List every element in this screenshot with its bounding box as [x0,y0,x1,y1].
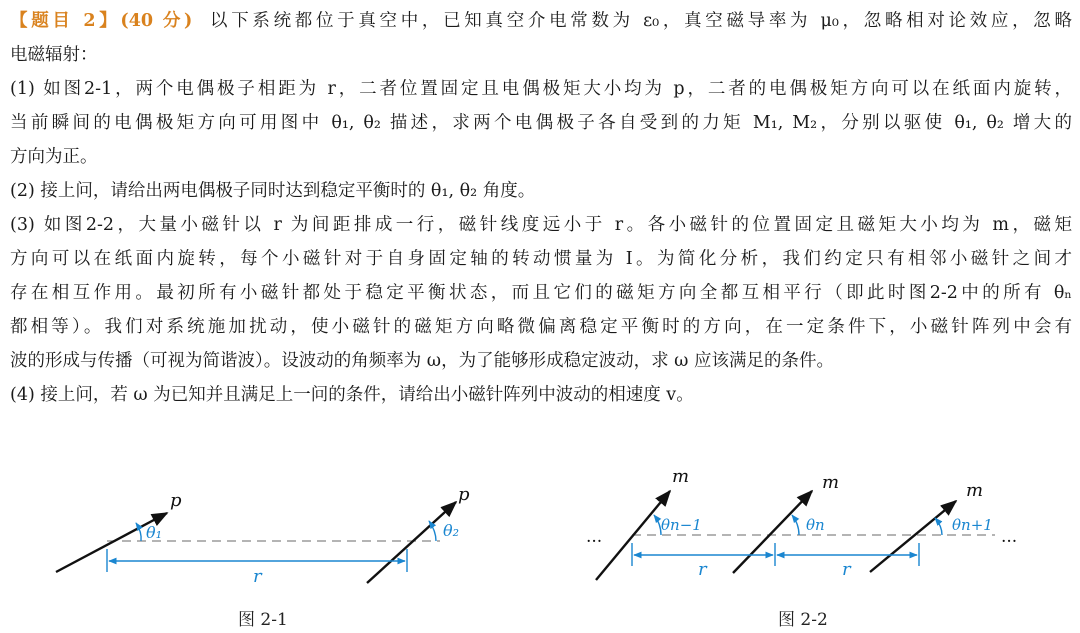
angle-label-1: θn−1 [661,516,702,534]
dipole-arrow-1 [56,513,167,572]
problem-line-2: 电磁辐射： [10,45,98,65]
problem-score: (40 分) [120,11,193,31]
problem-line-12: (4) 接上问，若 ω 为已知并且满足上一问的条件，请给出小磁针阵列中波动的相速度 v。 [10,385,694,405]
angle-label-2: θ₂ [443,521,460,540]
ellipsis-left: ... [586,527,603,547]
problem-line-text: 以下系统都位于真空中，已知真空介电常数为 ε₀，真空磁导率为 μ₀，忽略相对论效应，忽略 [206,11,1072,31]
angle-label-2: θn [806,516,825,534]
angle-arc-1 [136,523,141,541]
moment-label-3: m [966,480,984,501]
figure-2-2 [586,466,1017,580]
problem-line-8: 方向可以在纸面内旋转，每个小磁针对于自身固定轴的转动惯量为 I。为简化分析，我们约定只有相邻小磁针之间才 [10,249,1072,269]
problem-header-label: 【题目 2】 [10,11,121,31]
angle-label-1: θ₁ [146,523,163,542]
magnet-arrow-3 [870,501,956,572]
distance-label-1: r [698,559,707,580]
magnet-arrow-2 [733,491,812,573]
dipole-label-1: p [170,490,182,511]
problem-line-11: 波的形成与传播（可视为简谐波）。设波动的角频率为 ω，为了能够形成稳定波动，求 ω 应该满足的条件。 [10,351,834,371]
problem-line-3: (1) 如图2-1，两个电偶极子相距为 r，二者位置固定且电偶极矩大小均为 p，二者的电偶极矩方向可以在纸面内旋转， [10,79,1072,99]
angle-arc-3 [935,518,942,535]
angle-arc-1 [654,515,661,535]
magnet-arrow-1 [596,491,670,580]
angle-label-3: θn+1 [952,516,993,534]
figure-2-1-caption: 图 2-1 [238,610,288,630]
distance-label: r [253,566,262,587]
problem-line-9: 存在相互作用。最初所有小磁针都处于稳定平衡状态，而且它们的磁矩方向全都互相平行（即此时图2-2中的所有 θₙ [10,283,1072,303]
distance-label-2: r [842,559,851,580]
figure-2-1 [56,484,470,587]
problem-line-6: (2) 接上问，请给出两电偶极子同时达到稳定平衡时的 θ₁, θ₂ 角度。 [10,181,536,201]
moment-label-2: m [822,472,840,493]
problem-line-4: 当前瞬间的电偶极矩方向可用图中 θ₁, θ₂ 描述，求两个电偶极子各自受到的力矩 M₁, M₂，分别以驱使 θ₁, θ₂ 增大的 [10,113,1072,133]
moment-label-1: m [672,466,690,487]
problem-line-7: (3) 如图2-2，大量小磁针以 r 为间距排成一行，磁针线度远小于 r。各小磁针的位置固定且磁矩大小均为 m，磁矩 [10,215,1072,235]
angle-arc-2 [792,515,799,535]
ellipsis-right: ... [1001,527,1018,547]
figure-2-2-caption: 图 2-2 [778,610,828,630]
problem-line-10: 都相等）。我们对系统施加扰动，使小磁针的磁矩方向略微偏离稳定平衡时的方向，在一定条件下，小磁针阵列中会有 [10,317,1072,337]
dipole-arrow-2 [367,502,456,583]
problem-line-5: 方向为正。 [10,147,98,167]
dipole-label-2: p [458,484,470,505]
